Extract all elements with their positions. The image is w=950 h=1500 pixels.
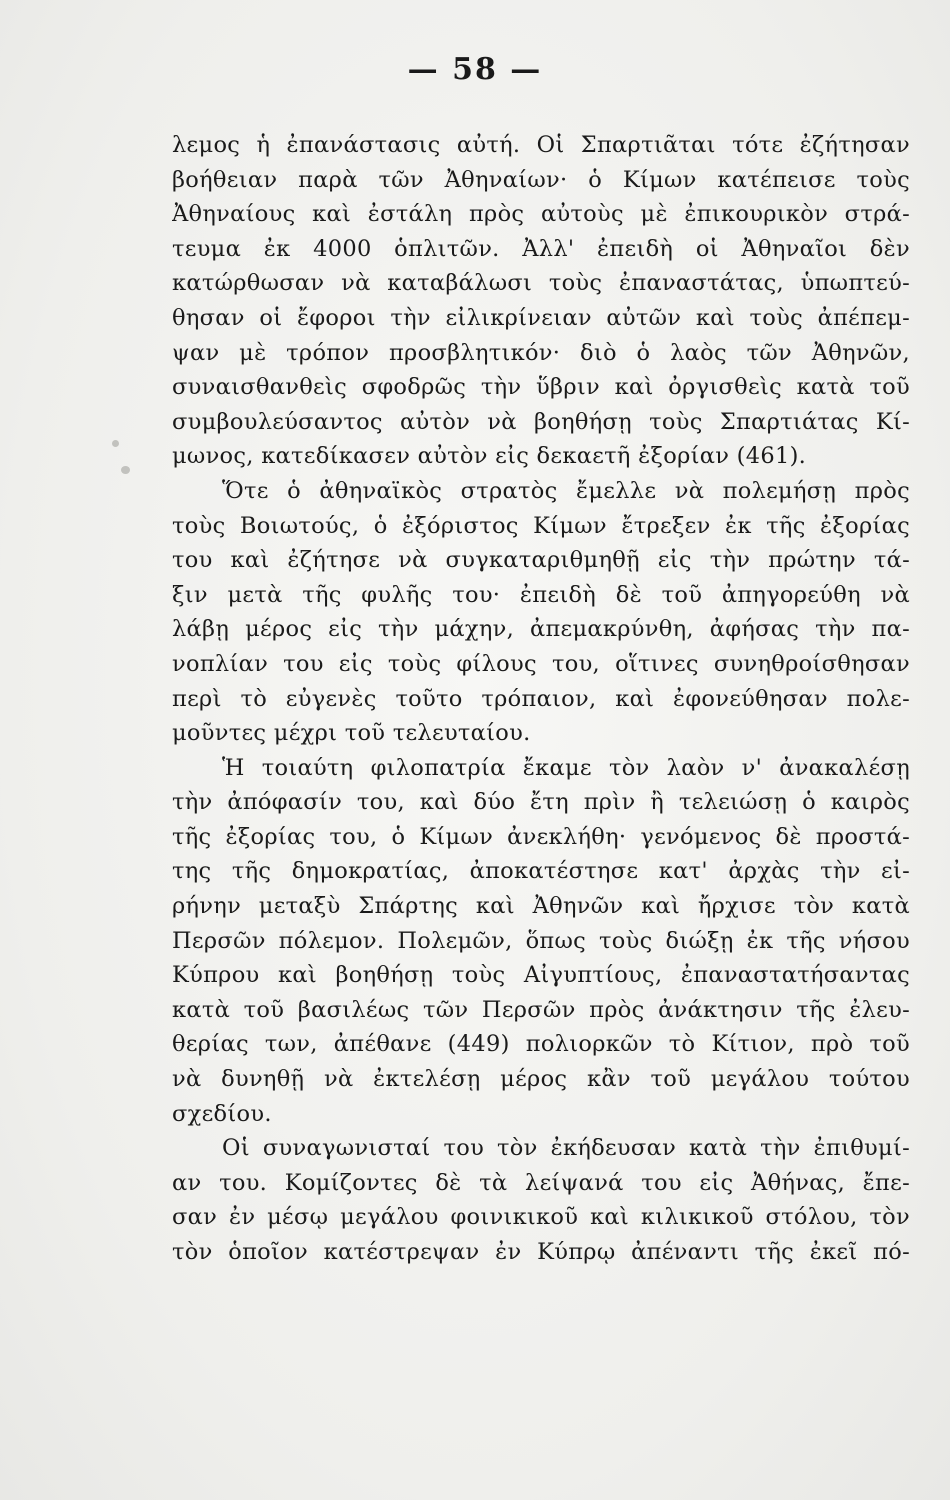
text-line: τευμα ἐκ 4000 ὁπλιτῶν. Ἀλλ' ἐπειδὴ οἱ Ἀθηναῖοι δὲν [172, 235, 910, 262]
text-line: ψαν μὲ τρόπον προσβλητικόν· διὸ ὁ λαὸς τῶν Ἀθηνῶν, [172, 339, 910, 366]
text-line: περὶ τὸ εὐγενὲς τοῦτο τρόπαιον, καὶ ἐφονεύθησαν πολε- [172, 685, 910, 712]
text-line: τῆς ἐξορίας του, ὁ Κίμων ἀνεκλήθη· γενόμενος δὲ προστά- [172, 823, 910, 850]
text-line: συμβουλεύσαντος αὐτὸν νὰ βοηθήσῃ τοὺς Σπαρτιάτας Κί- [172, 408, 910, 435]
text-line: μοῦντες μέχρι τοῦ τελευταίου. [172, 720, 531, 747]
text-line: λεμος ἡ ἐπανάστασις αὐτή. Οἱ Σπαρτιᾶται τότε ἐζήτησαν [172, 132, 910, 158]
text-line: της τῆς δημοκρατίας, ἀποκατέστησε κατ' ἀρχὰς τὴν εἰ- [172, 858, 910, 885]
text-line: κατώρθωσαν νὰ καταβάλωσι τοὺς ἐπαναστάτας, ὑπωπτεύ- [172, 270, 910, 297]
text-line: θερίας των, ἀπέθανε (449) πολιορκῶν τὸ Κίτιον, πρὸ τοῦ [172, 1031, 910, 1058]
text-line: ρήνην μεταξὺ Σπάρτης καὶ Ἀθηνῶν καὶ ἤρχισε τὸν κατὰ [172, 893, 910, 920]
paper-blemish [121, 466, 130, 474]
text-line: Οἱ συναγωνισταί του τὸν ἐκήδευσαν κατὰ τὴν ἐπιθυμί- [222, 1135, 910, 1162]
text-line: αν του. Κομίζοντες δὲ τὰ λείψανά του εἰς Ἀθήνας, ἔπε- [172, 1169, 910, 1196]
paper-blemish [112, 440, 119, 447]
text-line: τὴν ἀπόφασίν του, καὶ δύο ἔτη πρὶν ἢ τελειώσῃ ὁ καιρὸς [172, 789, 910, 816]
body-text [172, 128, 910, 1270]
text-line: τὸν ὁποῖον κατέστρεψαν ἐν Κύπρῳ ἀπέναντι τῆς ἐκεῖ πό- [172, 1239, 910, 1265]
text-line: νὰ δυνηθῇ νὰ ἐκτελέσῃ μέρος κἂν τοῦ μεγάλου τούτου [172, 1066, 910, 1093]
text-line: του καὶ ἐζήτησε νὰ συγκαταριθμηθῇ εἰς τὴν πρώτην τά- [172, 547, 910, 574]
text-line: σχεδίου. [172, 1100, 272, 1127]
text-line: νοπλίαν του εἰς τοὺς φίλους του, οἵτινες συνηθροίσθησαν [172, 650, 910, 677]
text-line: Ἀθηναίους καὶ ἐστάλη πρὸς αὐτοὺς μὲ ἐπικουρικὸν στρά- [172, 201, 910, 228]
text-line: σαν ἐν μέσῳ μεγάλου φοινικικοῦ καὶ κιλικικοῦ στόλου, τὸν [172, 1204, 910, 1231]
text-line: τοὺς Βοιωτούς, ὁ ἐξόριστος Κίμων ἔτρεξεν ἐκ τῆς ἐξορίας [172, 512, 910, 539]
text-line: Ἡ τοιαύτη φιλοπατρία ἔκαμε τὸν λαὸν ν' ἀνακαλέσῃ [222, 754, 910, 781]
text-line: Ὅτε ὁ ἀθηναϊκὸς στρατὸς ἔμελλε νὰ πολεμήσῃ πρὸς [222, 477, 910, 504]
text-line: μωνος, κατεδίκασεν αὐτὸν εἰς δεκαετῆ ἐξορίαν (461). [172, 443, 807, 470]
text-line: λάβῃ μέρος εἰς τὴν μάχην, ἀπεμακρύνθη, ἀφήσας τὴν πα- [172, 616, 910, 643]
text-line: κατὰ τοῦ βασιλέως τῶν Περσῶν πρὸς ἀνάκτησιν τῆς ἐλευ- [172, 996, 910, 1023]
page-number: — 58 — [407, 52, 543, 87]
text-line: Περσῶν πόλεμον. Πολεμῶν, ὅπως τοὺς διώξῃ ἐκ τῆς νήσου [172, 927, 910, 954]
text-line: βοήθειαν παρὰ τῶν Ἀθηναίων· ὁ Κίμων κατέπεισε τοὺς [172, 166, 910, 193]
text-line: Κύπρου καὶ βοηθήσῃ τοὺς Αἰγυπτίους, ἐπαναστατήσαντας [172, 962, 910, 989]
text-line: θησαν οἱ ἔφοροι τὴν εἰλικρίνειαν αὐτῶν καὶ τοὺς ἀπέπεμ- [172, 304, 910, 331]
text-line: συναισθανθεὶς σφοδρῶς τὴν ὕβριν καὶ ὀργισθεὶς κατὰ τοῦ [172, 374, 910, 401]
text-line: ξιν μετὰ τῆς φυλῆς του· ἐπειδὴ δὲ τοῦ ἀπηγορεύθη νὰ [172, 581, 910, 608]
